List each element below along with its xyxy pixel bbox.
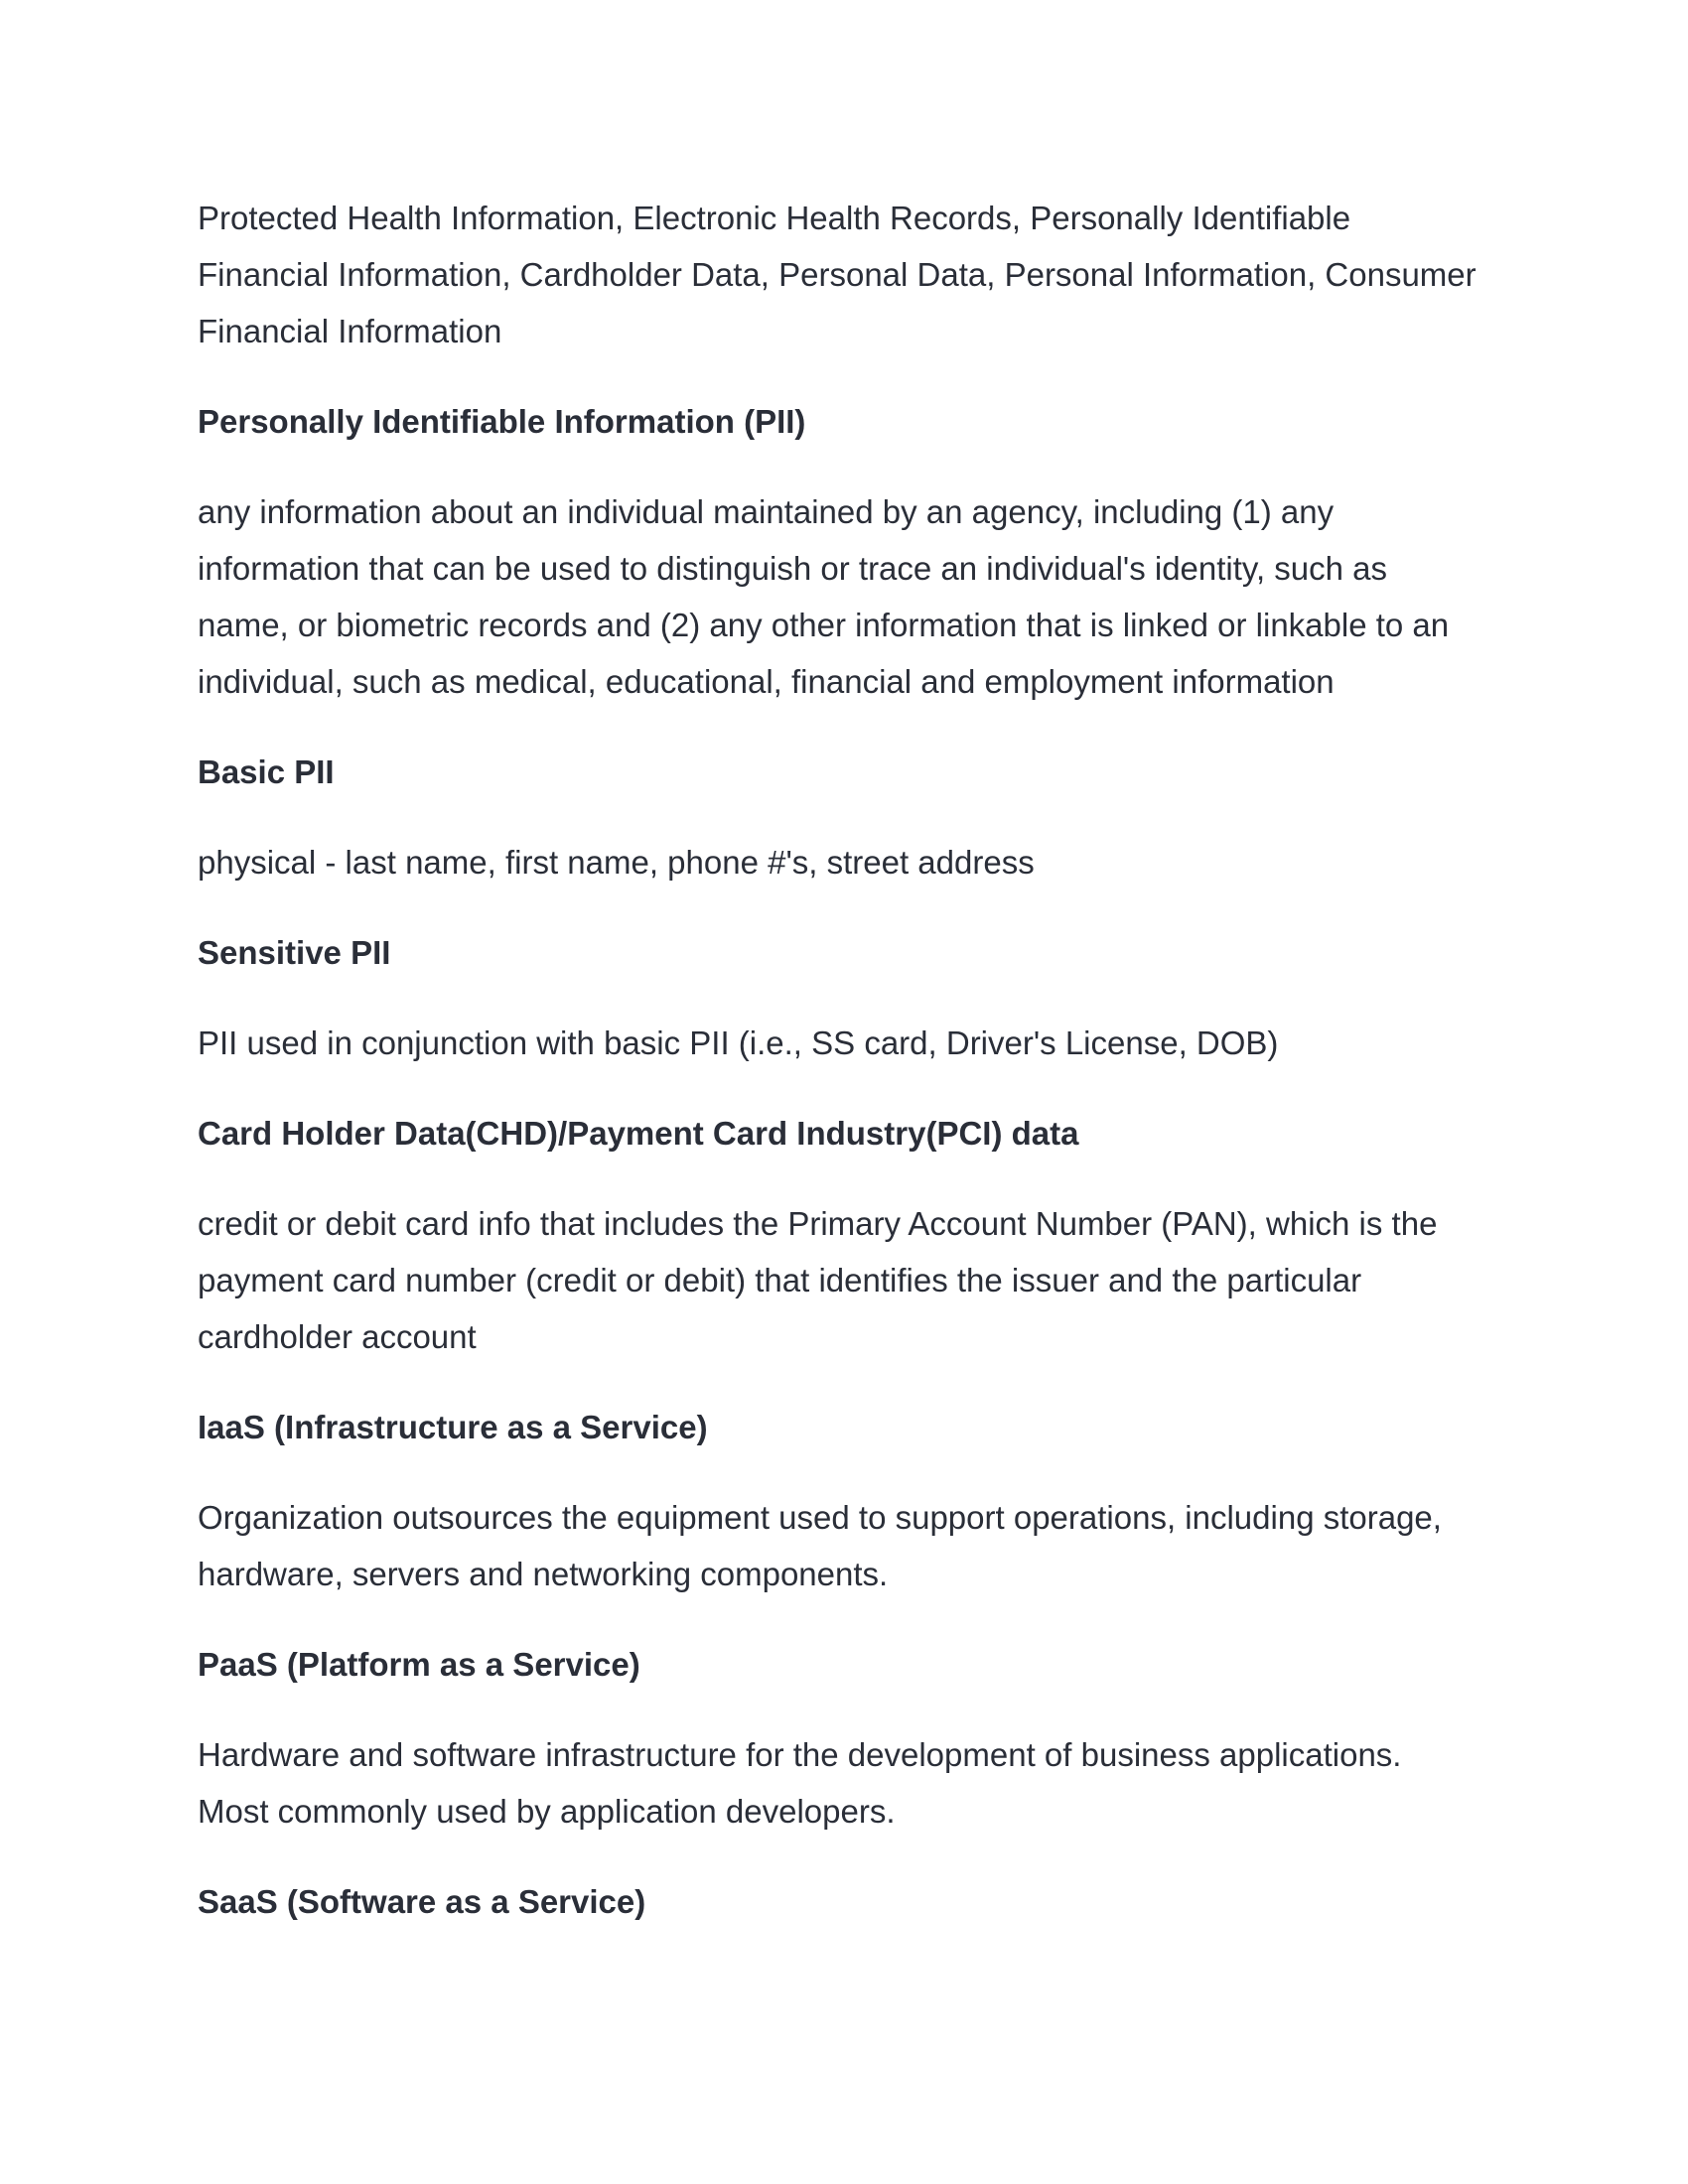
term-heading: SaaS (Software as a Service) <box>198 1883 646 1920</box>
definition-text: credit or debit card info that includes the Primary Account Number (PAN), which is the payment card number (credit or debit) that identifies the issuer and the particular cardholder account <box>198 1205 1438 1355</box>
term-heading: PaaS (Platform as a Service) <box>198 1646 640 1683</box>
term-heading: Card Holder Data(CHD)/Payment Card Industry(PCI) data <box>198 1115 1079 1152</box>
definition-text: Organization outsources the equipment used to support operations, including storage, hardware, servers and networking components. <box>198 1499 1442 1592</box>
definition-text: physical - last name, first name, phone #'s, street address <box>198 844 1035 881</box>
term-heading: Sensitive PII <box>198 934 391 971</box>
definition-text: Hardware and software infrastructure for the development of business applications. Most commonly used by application developers. <box>198 1736 1402 1830</box>
term-heading: IaaS (Infrastructure as a Service) <box>198 1409 708 1445</box>
glossary-content <box>198 190 1478 1964</box>
term-heading: Personally Identifiable Information (PII) <box>198 403 806 440</box>
definition-text: Protected Health Information, Electronic Health Records, Personally Identifiable Financial Information, Cardholder Data, Personal Data, Personal Information, Consumer Financial Information <box>198 200 1477 349</box>
term-heading: Basic PII <box>198 753 335 790</box>
definition-text: PII used in conjunction with basic PII (i.e., SS card, Driver's License, DOB) <box>198 1024 1279 1061</box>
definition-text: any information about an individual maintained by an agency, including (1) any information that can be used to distinguish or trace an individual's identity, such as name, or biometric records and (2) any other information that is linked or linkable to an individual, such as medical, educational, financial and employment information <box>198 493 1450 700</box>
